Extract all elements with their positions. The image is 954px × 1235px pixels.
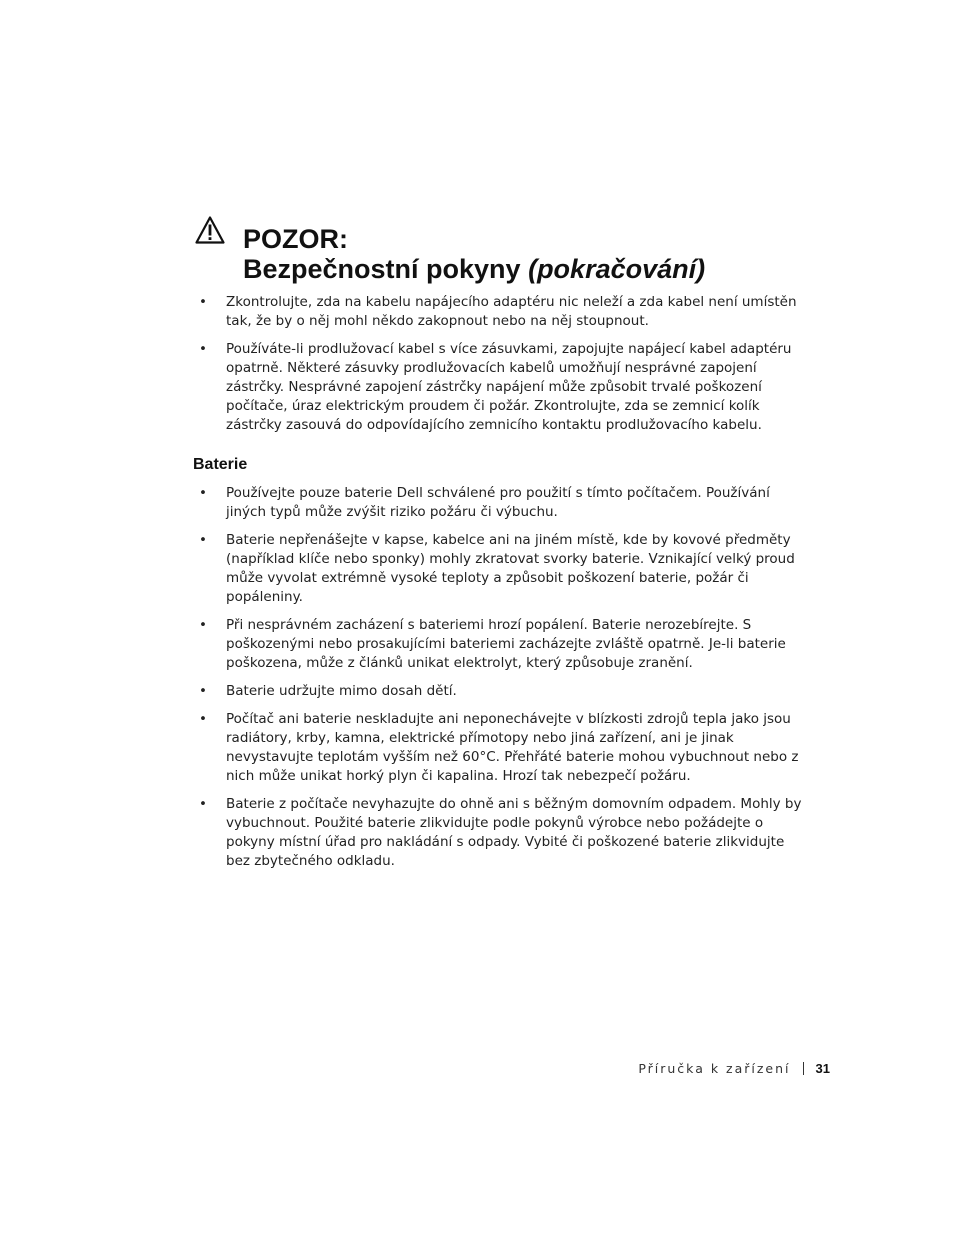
list-item: • Počítač ani baterie neskladujte ani neponechávejte v blízkosti zdrojů tepla jako jsou radiátory, krby, kamna, elektrické přímotopy nebo jiná zařízení, ani je jinak nevystavujte teplotám vyšším než 60°C. Přehřáté baterie mohou vybuchnout nebo z nich může unikat horký plyn či kapalina. Hrozí tak nebezpečí požáru. (199, 711, 799, 784)
list-item-text: Zkontrolujte, zda na kabelu napájecího adaptéru nic neleží a zda kabel není umístěn tak, že by o něj mohl někdo zakopnout nebo na něj stoupnout. (226, 294, 797, 329)
list-item-text: Počítač ani baterie neskladujte ani neponechávejte v blízkosti zdrojů tepla jako jsou radiátory, krby, kamna, elektrické přímotopy nebo jiná zařízení, ani je jinak nevystavujte teplotám vyšším než 60°C. Přehřáté baterie mohou vybuchnout nebo z nich může unikat horký plyn či kapalina. Hrozí tak nebezpečí požáru. (226, 711, 799, 784)
footer-separator (803, 1062, 804, 1075)
list-item: • Používejte pouze baterie Dell schválené pro použití s tímto počítačem. Používání jiných typů může zvýšit riziko požáru či výbuchu. (199, 485, 770, 520)
list-item: • Při nesprávném zacházení s bateriemi hrozí popálení. Baterie nerozebírejte. S poškozenými nebo prosakujícími bateriemi zacházejte zvláště opatrně. Je-li baterie poškozena, může z článků unikat elektrolyt, který způsobuje zranění. (199, 617, 786, 671)
warning-triangle-icon (195, 216, 225, 244)
list-item: • Baterie z počítače nevyhazujte do ohně ani s běžným domovním odpadem. Mohly by vybuchnout. Použité baterie zlikvidujte podle pokynů výrobce nebo požádejte o pokyny místní úřad pro nakládání s odpady. Vybité či poškozené baterie zlikvidujte bez zbytečného odkladu. (199, 796, 802, 869)
list-item-text: Baterie nepřenášejte v kapse, kabelce ani na jiném místě, kde by kovové předměty (například klíče nebo sponky) mohly zkratovat svorky baterie. Vznikající velký proud může vyvolat extrémně vysoké teploty a způsobit poškození baterie, požár či popáleniny. (226, 532, 795, 605)
list-item-text: Baterie udržujte mimo dosah dětí. (226, 683, 457, 699)
footer-title: Příručka k zařízení (638, 1061, 791, 1076)
list-item-text: Používejte pouze baterie Dell schválené pro použití s tímto počítačem. Používání jiných typů může zvýšit riziko požáru či výbuchu. (226, 485, 770, 520)
page-title (243, 254, 705, 284)
section-heading-baterie: Baterie (193, 456, 248, 473)
list-item: • Používáte-li prodlužovací kabel s více zásuvkami, zapojujte napájecí kabel adaptéru opatrně. Některé zásuvky prodlužovacích kabelů umožňují nesprávné zapojení zástrčky. Nesprávné zapojení zástrčky napájení může způsobit trvalé poškození počítače, úraz elektrickým proudem či požár. Zkontrolujte, zda se zemnicí kolík zástrčky zasouvá do odpovídajícího zemnicího kontaktu prodlužovacího kabelu. (199, 341, 792, 433)
caution-label: POZOR: (243, 224, 348, 254)
page-footer (560, 1061, 830, 1076)
list-item: • Baterie udržujte mimo dosah dětí. (199, 683, 457, 699)
title-text: Bezpečnostní pokyny (243, 254, 521, 284)
title-continued: (pokračování) (528, 254, 706, 284)
list-item: • Zkontrolujte, zda na kabelu napájecího adaptéru nic neleží a zda kabel není umístěn tak, že by o něj mohl někdo zakopnout nebo na něj stoupnout. (199, 294, 797, 329)
list-item: • Baterie nepřenášejte v kapse, kabelce ani na jiném místě, kde by kovové předměty (například klíče nebo sponky) mohly zkratovat svorky baterie. Vznikající velký proud může vyvolat extrémně vysoké teploty a způsobit poškození baterie, požár či popáleniny. (199, 532, 795, 605)
list-item-text: Baterie z počítače nevyhazujte do ohně ani s běžným domovním odpadem. Mohly by vybuchnout. Použité baterie zlikvidujte podle pokynů výrobce nebo požádejte o pokyny místní úřad pro nakládání s odpady. Vybité či poškozené baterie zlikvidujte bez zbytečného odkladu. (226, 796, 802, 869)
intro-bullet-list (196, 293, 802, 435)
battery-bullet-list (196, 484, 802, 871)
list-item-text: Používáte-li prodlužovací kabel s více zásuvkami, zapojujte napájecí kabel adaptéru opatrně. Některé zásuvky prodlužovacích kabelů umožňují nesprávné zapojení zástrčky. Nesprávné zapojení zástrčky napájení může způsobit trvalé poškození počítače, úraz elektrickým proudem či požár. Zkontrolujte, zda se zemnicí kolík zástrčky zasouvá do odpovídajícího zemnicího kontaktu prodlužovacího kabelu. (226, 341, 792, 433)
page-number: 31 (815, 1061, 830, 1076)
list-item-text: Při nesprávném zacházení s bateriemi hrozí popálení. Baterie nerozebírejte. S poškozenými nebo prosakujícími bateriemi zacházejte zvláště opatrně. Je-li baterie poškozena, může z článků unikat elektrolyt, který způsobuje zranění. (226, 617, 786, 671)
